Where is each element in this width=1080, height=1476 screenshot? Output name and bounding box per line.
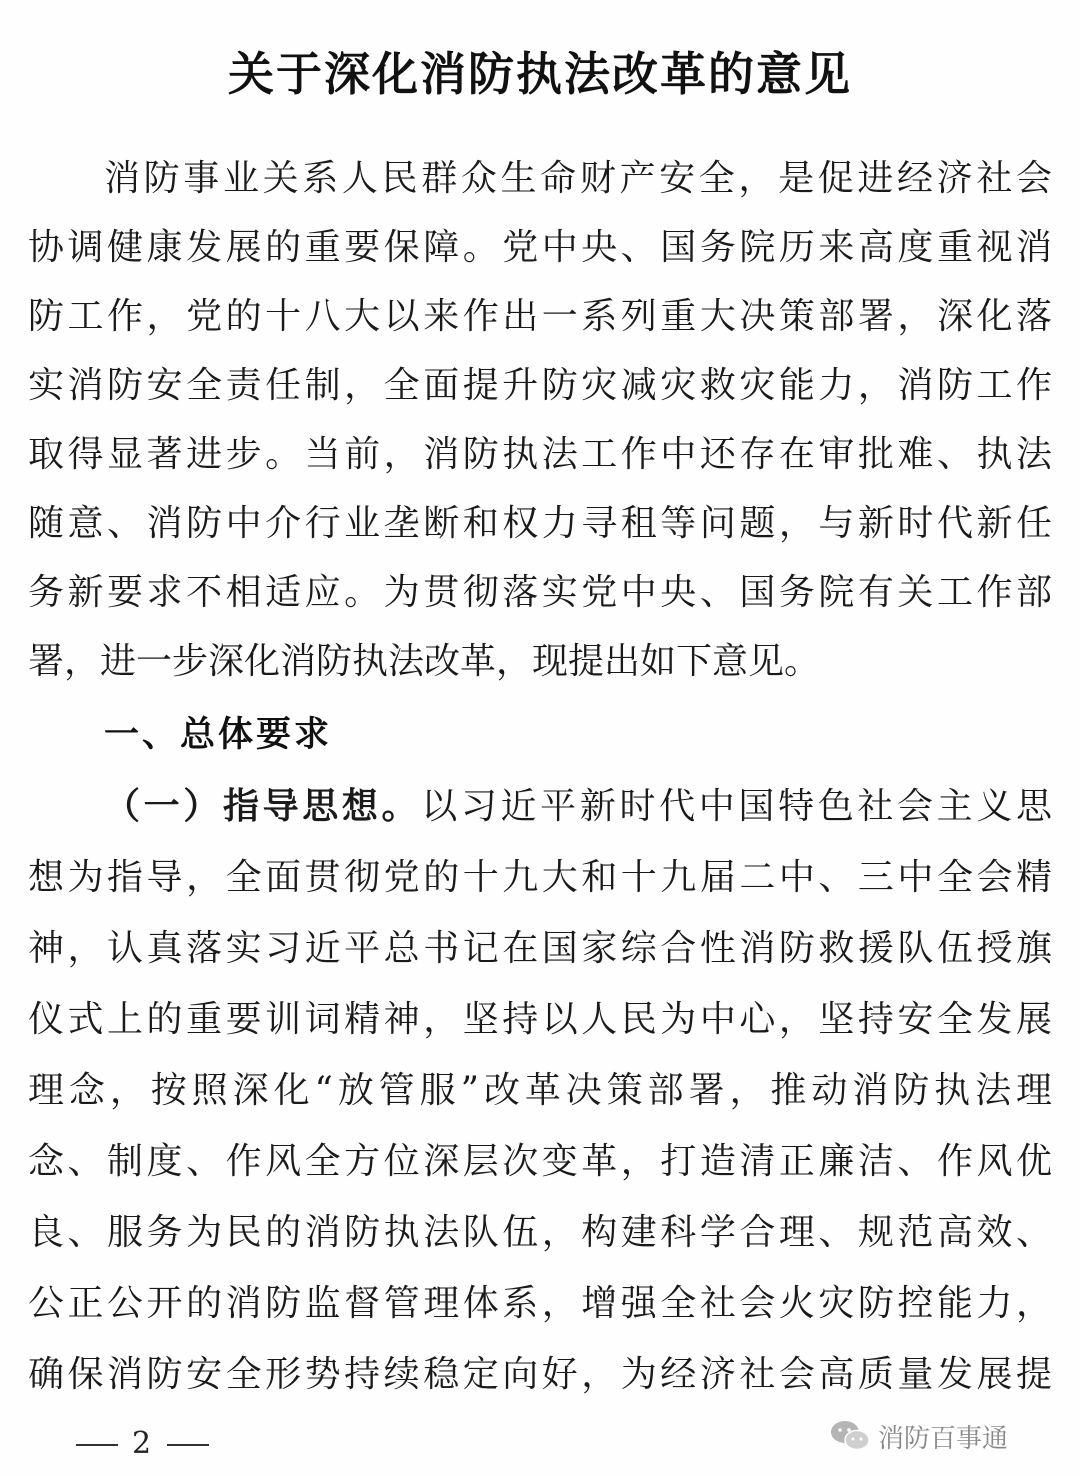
wechat-icon [828,1418,872,1454]
section-heading: 一、总体要求 [104,715,333,755]
subsection-first-text: 以习近平新时代中国特色社会主义思 [421,786,1052,827]
page-number: 2 [132,1426,154,1461]
subsection-heading: （一）指导思想。 [104,786,422,827]
body-line: 想为指导，全面贯彻党的十九大和十九届二中、三中全会精 [28,857,1052,898]
body-line: 仪式上的重要训词精神，坚持以人民为中心，坚持安全发展 [28,999,1052,1040]
footer-dash-left [76,1444,118,1446]
subsection-first-line [104,772,1052,842]
body-line: 确保消防安全形势持续稳定向好，为经济社会高质量发展提 [28,1354,1052,1395]
intro-line: 防工作，党的十八大以来作出一系列重大决策部署，深化落 [28,296,1052,337]
document-title: 关于深化消防执法改革的意见 [228,47,852,101]
page-footer [62,1420,223,1468]
intro-line: 务新要求不相适应。为贯彻落实党中央、国务院有关工作部 [28,572,1052,613]
intro-line: 随意、消防中介行业垄断和权力寻租等问题，与新时代新任 [28,503,1052,544]
source-watermark [828,1416,1008,1456]
intro-line: 取得显著进步。当前，消防执法工作中还存在审批难、执法 [28,434,1052,475]
intro-line: 实消防安全责任制，全面提升防灾减灾救灾能力，消防工作 [28,365,1052,406]
intro-line: 署，进一步深化消防执法改革，现提出如下意见。 [28,641,821,682]
watermark-text: 消防百事通 [878,1423,1009,1454]
intro-line: 协调健康发展的重要保障。党中央、国务院历来高度重视消 [28,227,1052,268]
footer-dash-right [167,1444,209,1446]
body-line: 公正公开的消防监督管理体系，增强全社会火灾防控能力， [28,1283,1052,1324]
body-line: 理念，按照深化“放管服”改革决策部署，推动消防执法理 [28,1070,1052,1111]
body-line: 念、制度、作风全方位深层次变革，打造清正廉洁、作风优 [28,1141,1052,1182]
body-line: 良、服务为民的消防执法队伍，构建科学合理、规范高效、 [28,1212,1052,1253]
intro-line: 消防事业关系人民群众生命财产安全，是促进经济社会 [104,158,1052,199]
body-line: 神，认真落实习近平总书记在国家综合性消防救援队伍授旗 [28,928,1052,969]
